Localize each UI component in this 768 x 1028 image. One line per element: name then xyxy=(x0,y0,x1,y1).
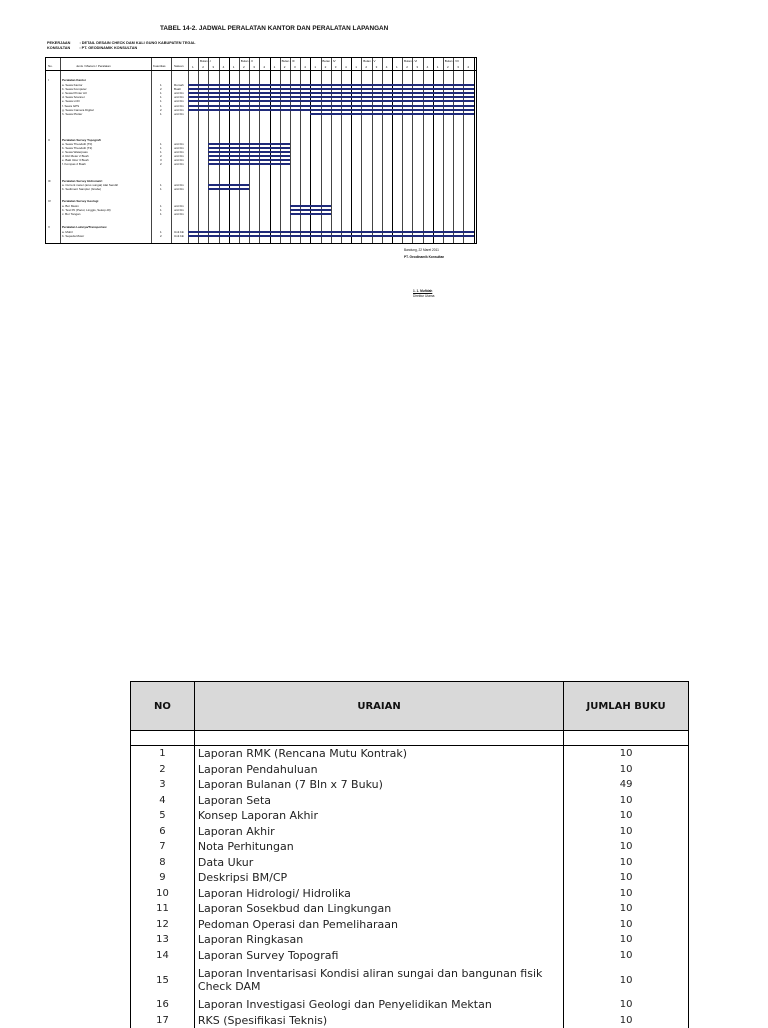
cell-no: 7 xyxy=(131,839,195,855)
grid-line xyxy=(198,58,199,243)
week-header: 3 xyxy=(294,65,296,69)
week-header: 2 xyxy=(365,65,367,69)
table-row xyxy=(131,793,689,809)
col-jenis-header: Jenis / Macam / Peralatan xyxy=(76,64,111,68)
schedule-cell-name: Peralatan Survey Topografi xyxy=(62,138,101,142)
cell-uraian: Laporan Bulanan (7 Bln x 7 Buku) xyxy=(194,777,563,793)
cell-no: 13 xyxy=(131,932,195,948)
cell-uraian: Deskripsi BM/CP xyxy=(194,870,563,886)
table-row xyxy=(131,932,689,948)
week-header: 2 xyxy=(406,65,408,69)
cell-uraian: Laporan RMK (Rencana Mutu Kontrak) xyxy=(194,746,563,762)
grid-line xyxy=(423,58,424,243)
schedule-cell-unit: unit bln xyxy=(174,183,184,187)
week-header: 1 xyxy=(396,65,398,69)
schedule-cell-qty: 1 xyxy=(160,146,162,150)
schedule-cell-qty: 1 xyxy=(160,142,162,146)
col-kuantitas-header: Kuantitas xyxy=(153,64,166,68)
cell-no: 14 xyxy=(131,948,195,964)
cell-uraian: Laporan Pendahuluan xyxy=(194,762,563,778)
table-row xyxy=(131,746,689,762)
grid-line xyxy=(453,58,454,243)
schedule-cell-name: d. Rol Meter 2 Buah xyxy=(62,154,89,158)
week-header: 4 xyxy=(345,65,347,69)
schedule-cell-no: II xyxy=(48,138,50,142)
schedule-cell-unit: unit bln xyxy=(174,162,184,166)
schedule-bar xyxy=(208,159,290,161)
week-header: 3 xyxy=(457,65,459,69)
schedule-cell-qty: 1 xyxy=(160,83,162,87)
cell-jumlah: 10 xyxy=(564,948,689,964)
grid-line xyxy=(412,58,413,243)
schedule-cell-name: b. Sediment Sampler (Grabe) xyxy=(62,187,101,191)
schedule-cell-qty: 2 xyxy=(160,87,162,91)
schedule-cell-unit: unit bln xyxy=(174,112,184,116)
signature-role: Direktur Utama xyxy=(413,294,434,298)
cell-no: 12 xyxy=(131,917,195,933)
grid-line xyxy=(361,58,362,243)
cell-jumlah: 49 xyxy=(564,777,689,793)
table-row xyxy=(131,870,689,886)
schedule-bar xyxy=(188,105,474,107)
grid-line xyxy=(382,58,383,243)
table-row xyxy=(131,948,689,964)
schedule-cell-qty: 1 xyxy=(160,208,162,212)
cell-jumlah: 10 xyxy=(564,793,689,809)
schedule-cell-unit: Rumah xyxy=(174,83,184,87)
cell-uraian: Konsep Laporan Akhir xyxy=(194,808,563,824)
schedule-cell-qty: 3 xyxy=(160,158,162,162)
schedule-cell-name: b. Sewa Komputer xyxy=(62,87,87,91)
schedule-cell-unit: Unit bln xyxy=(174,234,184,238)
col-no-header: No. xyxy=(48,64,53,68)
schedule-cell-name: g. Sewa Camera Digital xyxy=(62,108,94,112)
signature-company: PT. Geodinamik Konsultan xyxy=(404,255,444,259)
schedule-cell-unit: unit bln xyxy=(174,154,184,158)
schedule-cell-unit: unit bln xyxy=(174,142,184,146)
schedule-cell-qty: 1 xyxy=(160,112,162,116)
schedule-bar xyxy=(290,205,331,207)
week-header: 3 xyxy=(416,65,418,69)
week-header: 3 xyxy=(335,65,337,69)
month-header: Bulan - III xyxy=(282,59,295,63)
report-books-table xyxy=(130,681,689,1028)
cell-uraian: Nota Perhitungan xyxy=(194,839,563,855)
schedule-cell-qty: 1 xyxy=(160,183,162,187)
table-row xyxy=(131,762,689,778)
cell-jumlah: 10 xyxy=(564,855,689,871)
schedule-cell-name: Peralatan Survey Hidrometri xyxy=(62,179,102,183)
schedule-title: TABEL 14-2. JADWAL PERALATAN KANTOR DAN PERALATAN LAPANGAN xyxy=(160,25,388,32)
week-header: 2 xyxy=(243,65,245,69)
schedule-bar xyxy=(208,155,290,157)
week-header: 2 xyxy=(202,65,204,69)
schedule-cell-qty: 1 xyxy=(160,95,162,99)
grid-line xyxy=(463,58,464,243)
schedule-cell-name: d. Sewa Scanner xyxy=(62,95,85,99)
schedule-cell-qty: 1 xyxy=(160,91,162,95)
table-row xyxy=(131,777,689,793)
schedule-cell-name: b. Test Pit (Pacul, Linggis, Sekop dll) xyxy=(62,208,111,212)
report-books-body xyxy=(131,731,689,1028)
table-row xyxy=(131,917,689,933)
week-header: 2 xyxy=(325,65,327,69)
schedule-cell-name: h. Sewa Plotter xyxy=(62,112,82,116)
cell-uraian: Laporan Ringkasan xyxy=(194,932,563,948)
grid-line xyxy=(351,58,352,243)
cell-uraian: Data Ukur xyxy=(194,855,563,871)
cell-jumlah: 10 xyxy=(564,901,689,917)
schedule-bar xyxy=(188,100,474,102)
cell-jumlah: 10 xyxy=(564,839,689,855)
grid-line xyxy=(474,58,475,243)
cell-uraian: RKS (Spesifikasi Teknis) xyxy=(194,1013,563,1028)
cell-no: 16 xyxy=(131,997,195,1013)
table-row xyxy=(131,855,689,871)
schedule-bar xyxy=(188,92,474,94)
grid-line xyxy=(300,58,301,243)
month-header: Bulan - IV xyxy=(322,59,335,63)
pekerjaan-label: PEKERJAAN xyxy=(47,41,70,45)
schedule-cell-unit: unit bln xyxy=(174,104,184,108)
table-row xyxy=(131,886,689,902)
schedule-cell-qty: 2 xyxy=(160,162,162,166)
table-row xyxy=(131,963,689,997)
schedule-bar xyxy=(290,213,331,215)
grid-line xyxy=(171,58,172,243)
schedule-bar xyxy=(208,184,249,186)
cell-jumlah: 10 xyxy=(564,1013,689,1028)
schedule-cell-unit: unit bln xyxy=(174,108,184,112)
schedule-cell-qty: 1 xyxy=(160,212,162,216)
week-header: 3 xyxy=(253,65,255,69)
schedule-cell-unit: unit bln xyxy=(174,208,184,212)
cell-jumlah: 10 xyxy=(564,917,689,933)
grid-line xyxy=(290,58,291,243)
schedule-cell-name: a. Current meter (arus sungai) Alat Sendiri xyxy=(62,183,118,187)
schedule-bar xyxy=(188,88,474,90)
grid-line xyxy=(151,58,152,243)
cell-jumlah: 10 xyxy=(564,870,689,886)
schedule-cell-name: a. Sewa Kantor xyxy=(62,83,83,87)
cell-uraian: Laporan Hidrologi/ Hidrolika xyxy=(194,886,563,902)
week-header: 4 xyxy=(467,65,469,69)
grid-line xyxy=(341,58,342,243)
week-header: 2 xyxy=(447,65,449,69)
cell-uraian: Laporan Survey Topografi xyxy=(194,948,563,964)
cell-uraian: Pedoman Operasi dan Pemeliharaan xyxy=(194,917,563,933)
grid-line xyxy=(321,58,322,243)
pekerjaan-line xyxy=(47,41,195,45)
week-header: 4 xyxy=(427,65,429,69)
schedule-bar xyxy=(310,113,473,115)
cell-jumlah: 10 xyxy=(564,932,689,948)
schedule-cell-unit: Buah xyxy=(174,87,181,91)
schedule-cell-name: a. Sewa Theodolit (T0) xyxy=(62,142,92,146)
schedule-cell-qty: 1 xyxy=(160,150,162,154)
schedule-cell-name: b. Sepeda Motor xyxy=(62,234,84,238)
cell-jumlah: 10 xyxy=(564,886,689,902)
week-header: 1 xyxy=(314,65,316,69)
week-header: 4 xyxy=(386,65,388,69)
schedule-bar xyxy=(290,209,331,211)
schedule-cell-unit: unit bln xyxy=(174,187,184,191)
week-header: 3 xyxy=(376,65,378,69)
konsultan-value: : PT. GEODINAMIK KONSULTAN xyxy=(79,46,137,50)
cell-no: 1 xyxy=(131,746,195,762)
col-no: NO xyxy=(131,682,195,731)
schedule-cell-no: III xyxy=(48,179,51,183)
table-row xyxy=(131,824,689,840)
cell-jumlah: 10 xyxy=(564,746,689,762)
schedule-cell-unit: unit bln xyxy=(174,99,184,103)
cell-no: 6 xyxy=(131,824,195,840)
cell-uraian: Laporan Seta xyxy=(194,793,563,809)
cell-uraian: Laporan Sosekbud dan Lingkungan xyxy=(194,901,563,917)
schedule-cell-unit: unit bln xyxy=(174,150,184,154)
col-uraian: URAIAN xyxy=(194,682,563,731)
table-row xyxy=(131,839,689,855)
table-row xyxy=(131,808,689,824)
schedule-cell-name: c. Sewa Waterpass xyxy=(62,150,88,154)
week-header: 2 xyxy=(284,65,286,69)
col-satuan-header: Satuan xyxy=(174,64,184,68)
schedule-bar xyxy=(188,96,474,98)
schedule-cell-name: e. Baki Ukur 3 Buah xyxy=(62,158,89,162)
schedule-cell-qty: 2 xyxy=(160,154,162,158)
week-header: 4 xyxy=(263,65,265,69)
schedule-cell-name: a. Mobil xyxy=(62,230,73,234)
schedule-cell-name: c. Sewa Printer A3 xyxy=(62,91,87,95)
cell-jumlah: 10 xyxy=(564,963,689,997)
schedule-cell-unit: unit bln xyxy=(174,146,184,150)
schedule-cell-qty: 1 xyxy=(160,104,162,108)
table-row xyxy=(131,997,689,1013)
schedule-cell-no: I xyxy=(48,78,49,82)
schedule-bar xyxy=(188,235,474,237)
cell-no: 2 xyxy=(131,762,195,778)
cell-jumlah: 10 xyxy=(564,997,689,1013)
cell-jumlah: 10 xyxy=(564,824,689,840)
konsultan-line xyxy=(47,46,137,50)
cell-no: 17 xyxy=(131,1013,195,1028)
schedule-bar xyxy=(208,147,290,149)
equipment-schedule-grid xyxy=(45,57,477,244)
schedule-cell-qty: 1 xyxy=(160,204,162,208)
schedule-cell-unit: unit bln xyxy=(174,95,184,99)
schedule-cell-qty: 1 xyxy=(160,230,162,234)
cell-no: 15 xyxy=(131,963,195,997)
week-header: 4 xyxy=(223,65,225,69)
pekerjaan-value: : DETAIL DESAIN CHECK DAM KALI GUNG KABUPATEN TEGAL xyxy=(79,41,195,45)
schedule-cell-qty: 1 xyxy=(160,187,162,191)
cell-no: 5 xyxy=(131,808,195,824)
cell-no: 4 xyxy=(131,793,195,809)
schedule-cell-unit: unit bln xyxy=(174,204,184,208)
grid-line xyxy=(60,58,61,243)
schedule-cell-no: V xyxy=(48,225,50,229)
cell-uraian: Laporan Akhir xyxy=(194,824,563,840)
schedule-page xyxy=(0,0,768,330)
schedule-cell-unit: unit bln xyxy=(174,212,184,216)
grid-line xyxy=(331,58,332,243)
schedule-bar xyxy=(188,109,474,111)
cell-jumlah: 10 xyxy=(564,762,689,778)
week-header: 1 xyxy=(233,65,235,69)
cell-no: 10 xyxy=(131,886,195,902)
schedule-cell-name: b. Sewa Theodolit (T2) xyxy=(62,146,92,150)
cell-uraian: Laporan Investigasi Geologi dan Penyelidikan Mektan xyxy=(194,997,563,1013)
week-header: 1 xyxy=(437,65,439,69)
schedule-cell-name: Peralatan Survey Geologi xyxy=(62,199,98,203)
konsultan-label: KONSULTAN xyxy=(47,46,70,50)
month-header: Bulan - VII xyxy=(445,59,459,63)
schedule-cell-name: f. Kompas 2 Buah xyxy=(62,162,86,166)
schedule-cell-name: e. Sewa LCD xyxy=(62,99,80,103)
month-header: Bulan - I xyxy=(200,59,211,63)
month-header: Bulan - II xyxy=(241,59,253,63)
cell-no: 9 xyxy=(131,870,195,886)
schedule-bar xyxy=(208,151,290,153)
grid-line xyxy=(443,58,444,243)
col-jumlah-buku: JUMLAH BUKU xyxy=(564,682,689,731)
week-header: 3 xyxy=(212,65,214,69)
table-row xyxy=(131,1013,689,1028)
schedule-cell-unit: Unit bln xyxy=(174,230,184,234)
signature-name: 1. 1. Mufidah xyxy=(413,289,432,293)
schedule-bar xyxy=(208,163,290,165)
schedule-bar xyxy=(188,84,474,86)
schedule-cell-qty: 2 xyxy=(160,108,162,112)
month-header: Bulan - VI xyxy=(404,59,417,63)
schedule-bar xyxy=(188,231,474,233)
grid-line xyxy=(188,58,189,243)
cell-jumlah: 10 xyxy=(564,808,689,824)
cell-no: 8 xyxy=(131,855,195,871)
schedule-cell-name: c. Bor Tangan xyxy=(62,212,80,216)
cell-no: 3 xyxy=(131,777,195,793)
cell-no: 11 xyxy=(131,901,195,917)
month-header: Bulan - V xyxy=(363,59,375,63)
week-header: 1 xyxy=(355,65,357,69)
grid-line xyxy=(372,58,373,243)
grid-line xyxy=(433,58,434,243)
schedule-cell-unit: unit bln xyxy=(174,91,184,95)
schedule-cell-qty: 2 xyxy=(160,234,162,238)
schedule-bar xyxy=(208,188,249,190)
signature-place-date: Bandung, 22 Maret 2011 xyxy=(404,248,439,252)
schedule-cell-name: a. Bor Mesin xyxy=(62,204,79,208)
grid-line xyxy=(310,58,311,243)
week-header: 1 xyxy=(274,65,276,69)
schedule-cell-qty: 1 xyxy=(160,99,162,103)
schedule-cell-name: Peralatan Lainnya/Transportasi xyxy=(62,225,107,229)
schedule-cell-name: Peralatan Kantor xyxy=(62,78,86,82)
cell-uraian: Laporan Inventarisasi Kondisi aliran sungai dan bangunan fisik Check DAM xyxy=(194,963,563,997)
blank-row xyxy=(131,731,689,746)
grid-line xyxy=(402,58,403,243)
schedule-cell-unit: unit bln xyxy=(174,158,184,162)
week-header: 4 xyxy=(304,65,306,69)
header-divider xyxy=(46,70,476,71)
week-header: 1 xyxy=(192,65,194,69)
grid-line xyxy=(392,58,393,243)
schedule-cell-name: f. Sewa GPS xyxy=(62,104,79,108)
table-row xyxy=(131,901,689,917)
schedule-bar xyxy=(208,143,290,145)
schedule-cell-no: IV xyxy=(48,199,51,203)
